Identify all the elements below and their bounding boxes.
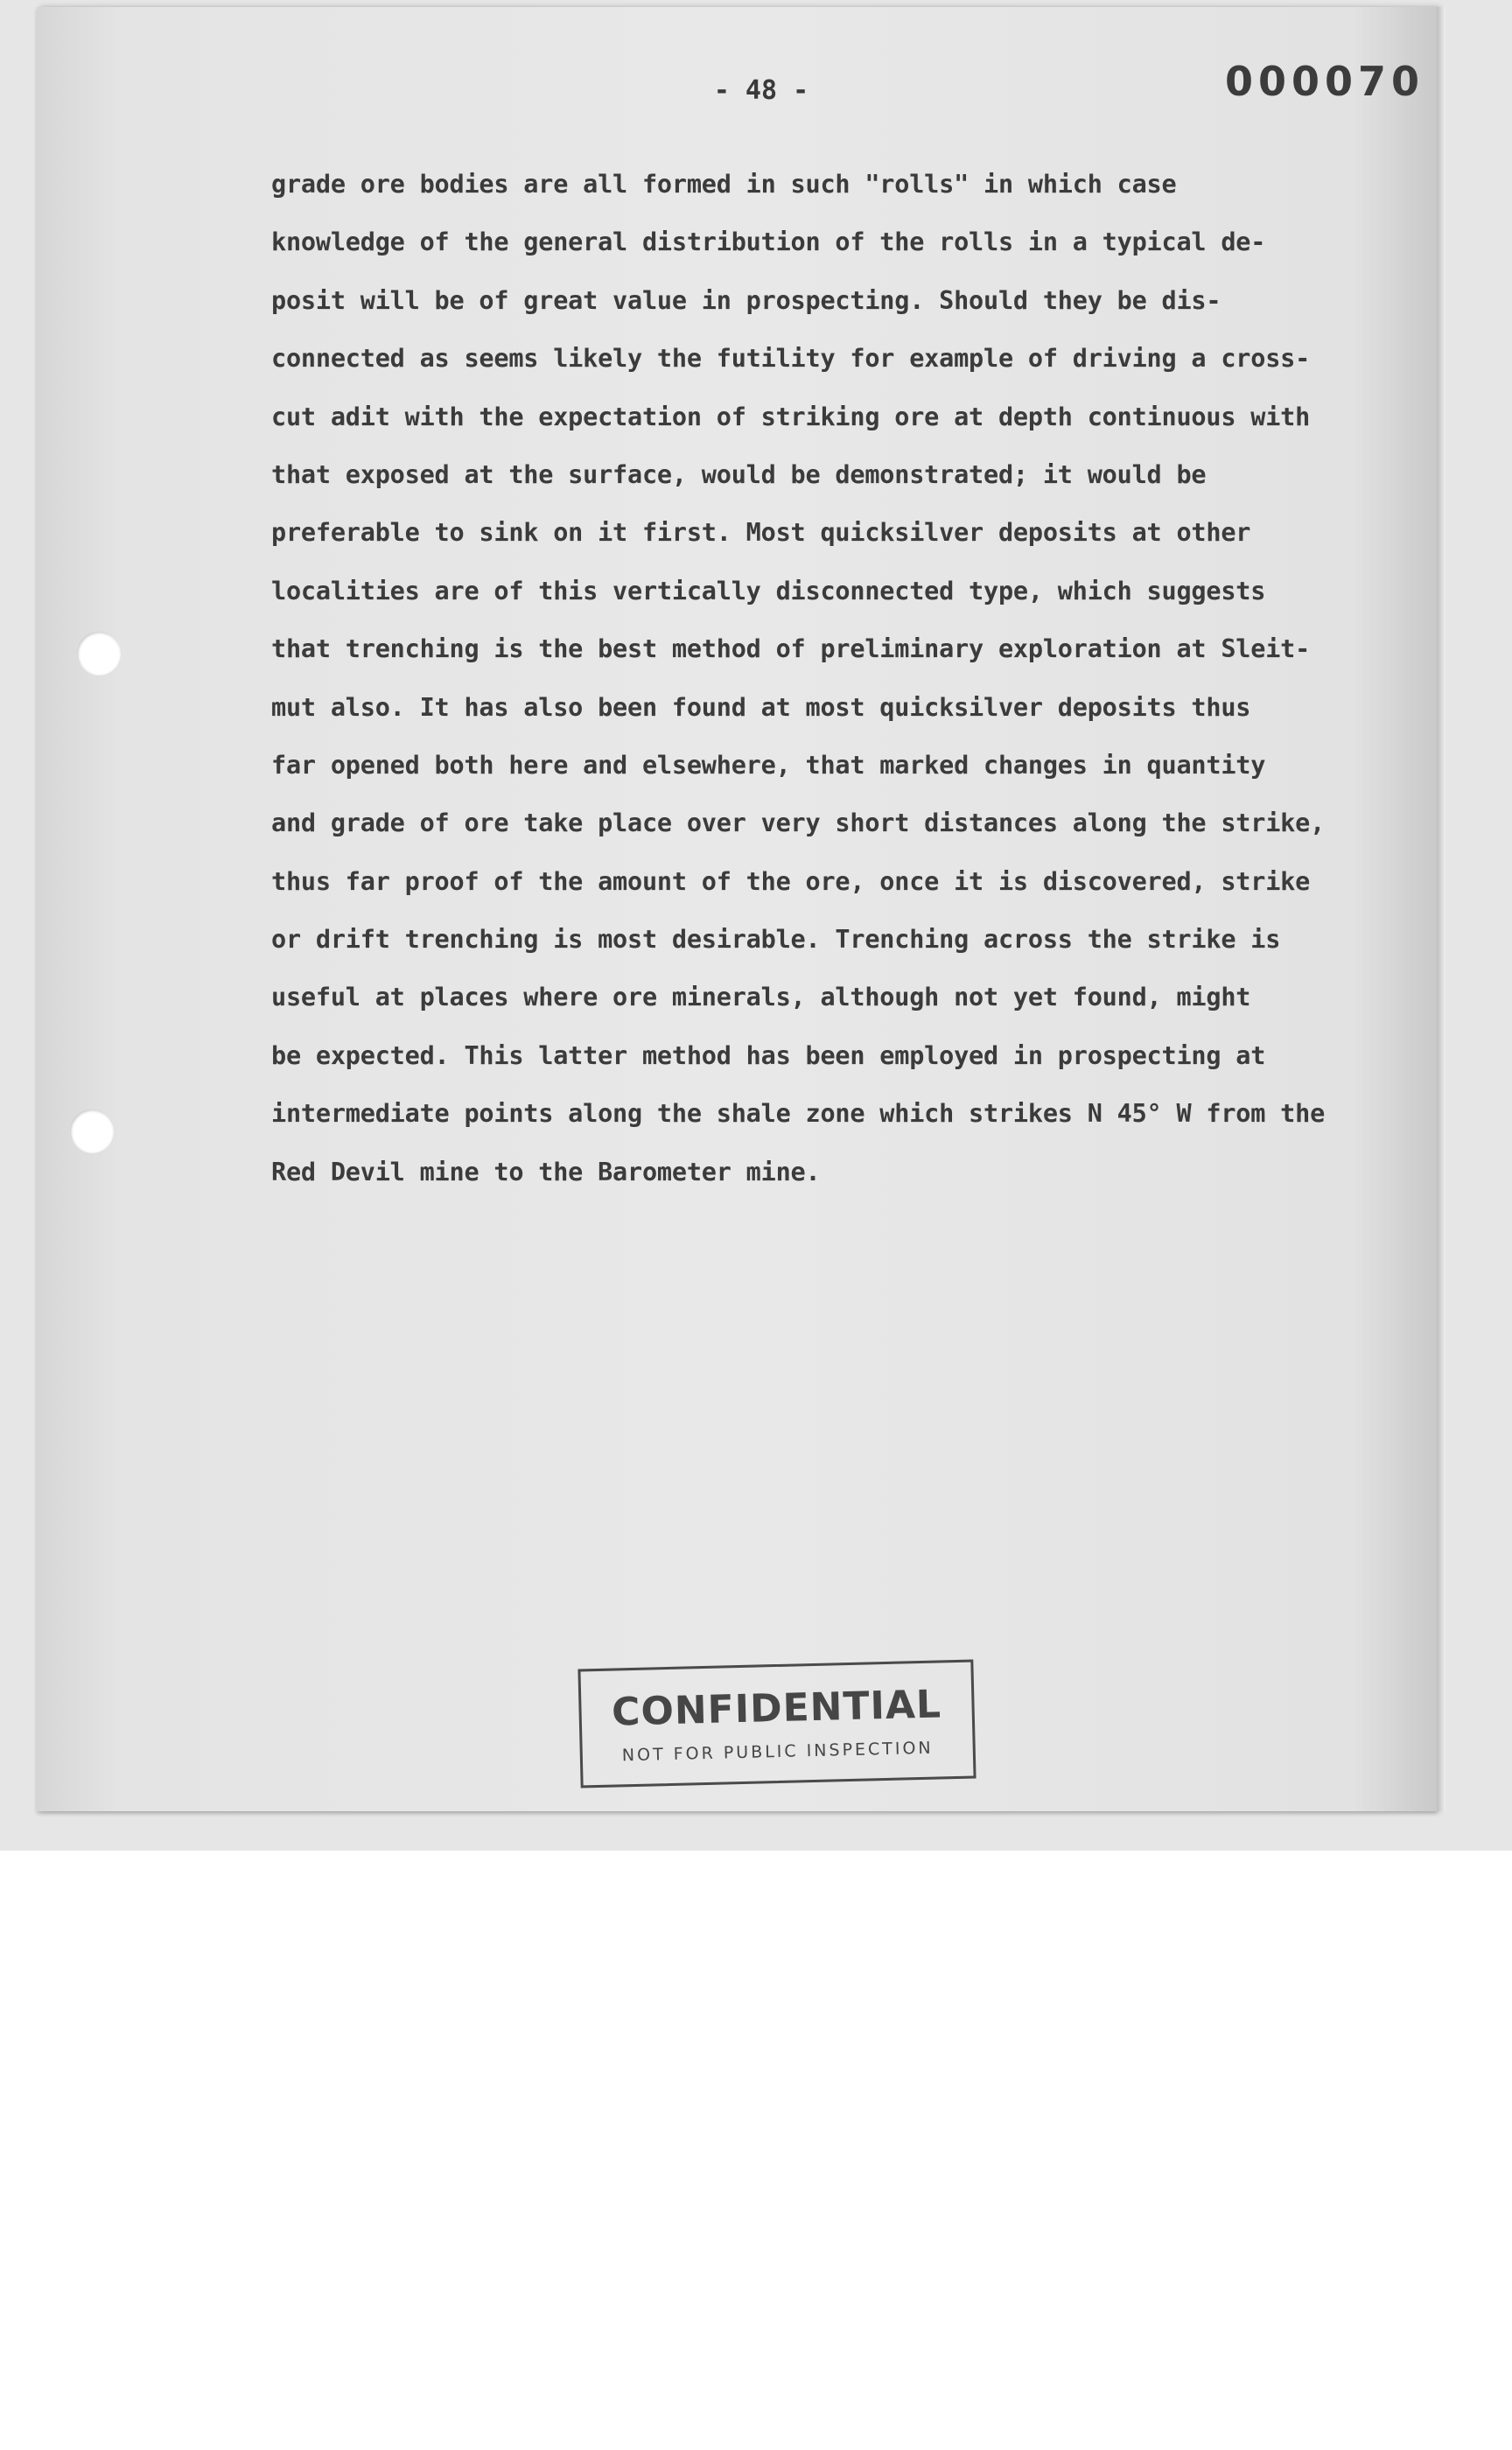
text-line: preferable to sink on it first. Most quicksilver deposits at other <box>271 518 1251 548</box>
text-line: connected as seems likely the futility for example of driving a cross- <box>271 344 1311 374</box>
document-number: 000070 <box>1224 58 1424 105</box>
text-line: Red Devil mine to the Barometer mine. <box>271 1157 821 1186</box>
text-line: knowledge of the general distribution of the rolls in a typical de- <box>271 228 1266 257</box>
text-line: cut adit with the expectation of striking ore at depth continuous with <box>271 402 1311 431</box>
punch-hole <box>70 1110 114 1153</box>
text-line: mut also. It has also been found at most quicksilver deposits thus <box>271 692 1251 722</box>
text-line: that exposed at the surface, would be demonstrated; it would be <box>271 459 1207 489</box>
text-line: localities are of this vertically disconnected type, which suggests <box>271 576 1266 606</box>
text-line: or drift trenching is most desirable. Trenching across the strike is <box>271 925 1281 955</box>
text-line: intermediate points along the shale zone which strikes N 45° W from the <box>271 1099 1326 1129</box>
punch-hole <box>77 632 121 676</box>
text-line: be expected. This latter method has been employed in prospecting at <box>271 1040 1266 1070</box>
stamp-title: CONFIDENTIAL <box>611 1682 942 1735</box>
text-line: grade ore bodies are all formed in such "rolls" in which case <box>271 170 1177 199</box>
text-line: and grade of ore take place over very short distances along the strike, <box>271 808 1326 838</box>
page-edge <box>1437 7 1446 1811</box>
text-line: that trenching is the best method of preliminary exploration at Sleit- <box>271 634 1311 664</box>
confidential-stamp <box>578 1659 976 1788</box>
text-line: posit will be of great value in prospecting. Should they be dis- <box>271 285 1222 315</box>
body-text <box>271 156 1326 1201</box>
stamp-subtitle: NOT FOR PUBLIC INSPECTION <box>621 1738 934 1766</box>
text-line: far opened both here and elsewhere, that marked changes in quantity <box>271 750 1266 780</box>
page-number: - 48 - <box>713 75 809 106</box>
text-line: useful at places where ore minerals, although not yet found, might <box>271 983 1251 1012</box>
text-line: thus far proof of the amount of the ore, once it is discovered, strike <box>271 866 1311 896</box>
